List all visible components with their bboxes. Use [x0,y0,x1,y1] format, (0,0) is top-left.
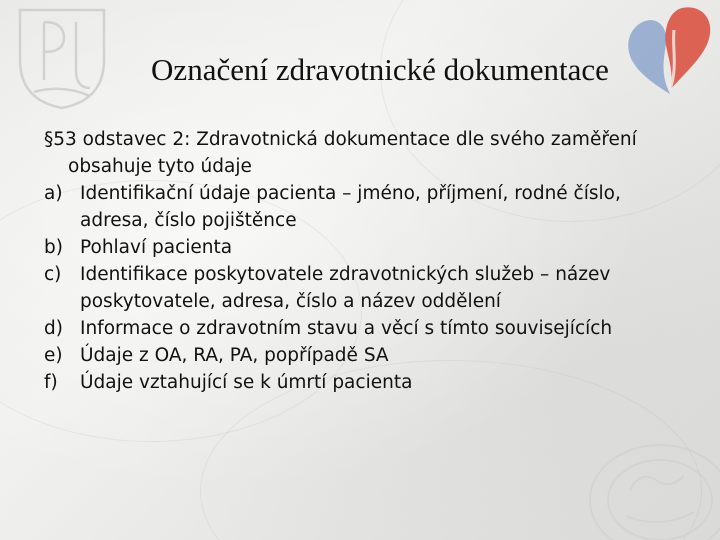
slide-body [44,126,684,396]
list-item [44,180,684,234]
list-item [44,342,684,369]
list-item [44,369,684,396]
slide-title: Označení zdravotnické dokumentace [151,52,609,87]
list-item-text: Údaje z OA, RA, PA, popřípadě SA [80,345,389,366]
list-marker: d) [44,318,63,339]
list-item [44,315,684,342]
list-item-text: Informace o zdravotním stavu a věcí s tímto souvisejících [80,318,613,339]
list-marker: e) [44,345,63,366]
list-item-text: Identifikace poskytovatele zdravotnických služeb – název poskytovatele, adresa, číslo a název oddělení [80,264,611,312]
list-marker: b) [44,237,63,258]
list-item-text: Pohlaví pacienta [80,237,233,258]
requirements-list [44,180,684,396]
list-item-text: Identifikační údaje pacienta – jméno, příjmení, rodné číslo, adresa, číslo pojištěnce [80,183,621,231]
list-item-text: Údaje vztahující se k úmrtí pacienta [80,372,413,393]
list-item [44,261,684,315]
list-marker: c) [44,264,62,285]
list-marker: a) [44,183,63,204]
seal-watermark-icon [560,420,720,540]
list-item [44,234,684,261]
intro-paragraph: §53 odstavec 2: Zdravotnická dokumentace dle svého zaměření obsahuje tyto údaje [44,129,637,177]
list-marker: f) [44,372,58,393]
